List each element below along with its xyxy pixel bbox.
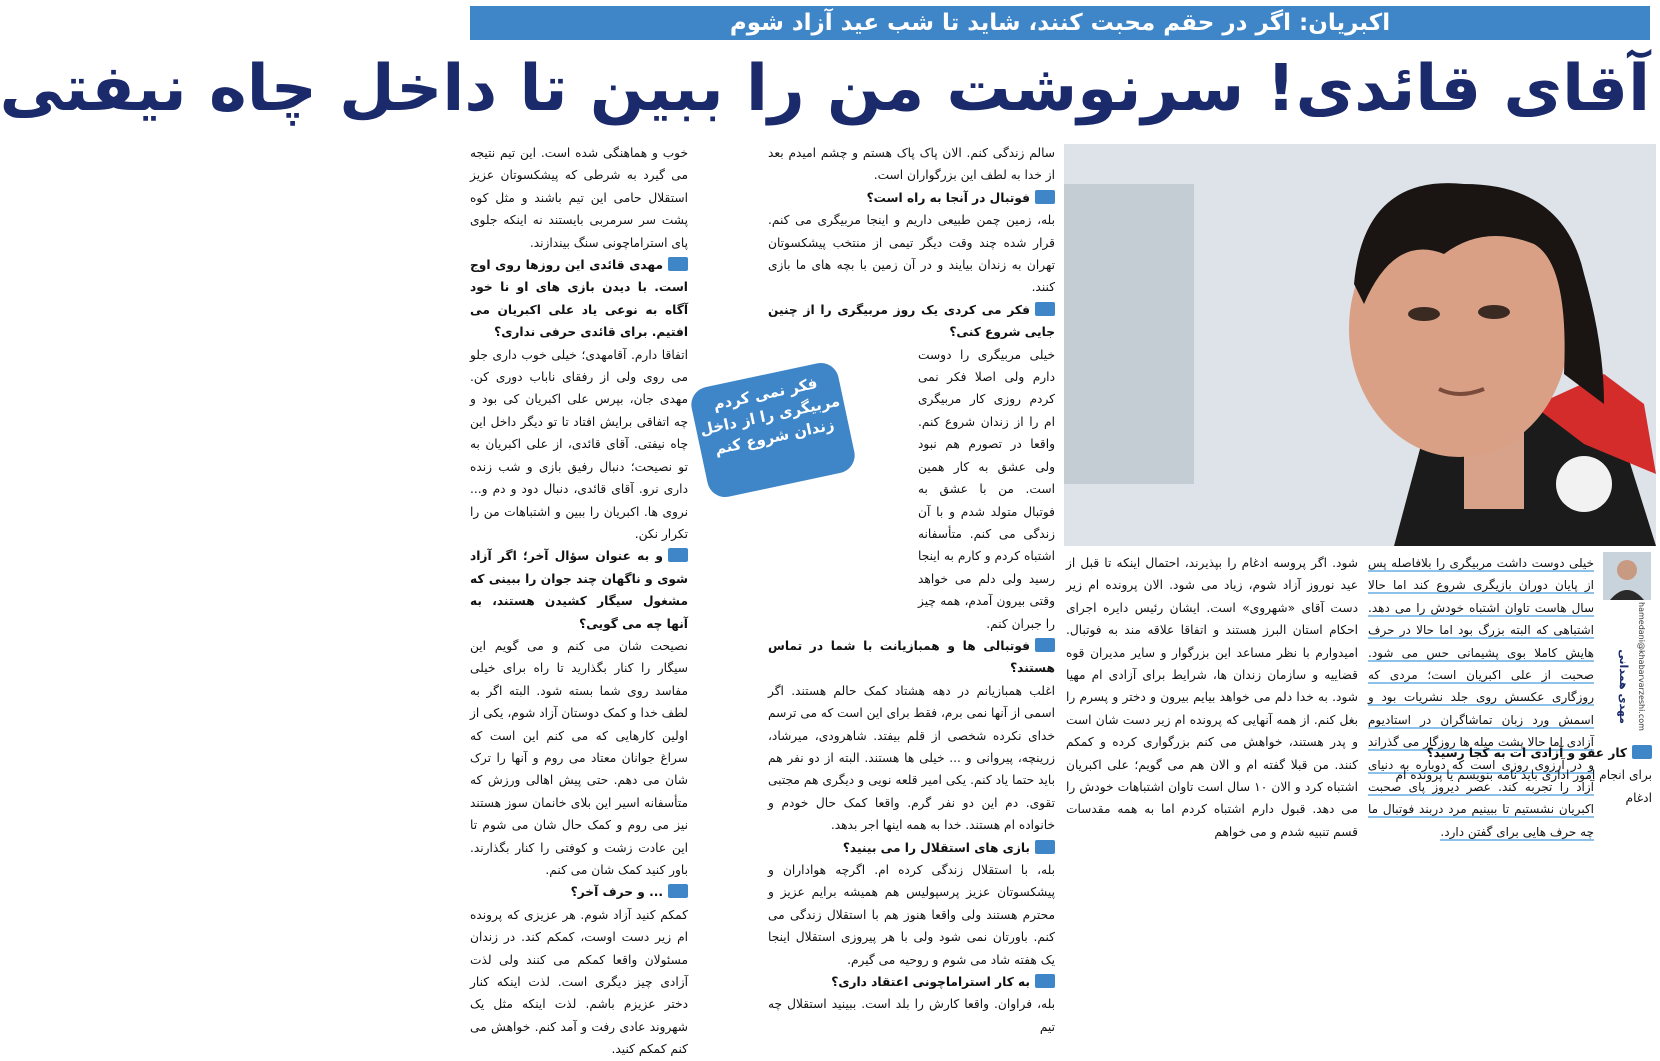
column-4: [470, 142, 688, 1057]
portrait-illustration: [1064, 144, 1656, 546]
question-icon: [1035, 974, 1055, 988]
col4-paragraph: خوب و هماهنگی شده است. این تیم نتیجه می گیرد به شرطی که پیشکسوتان عزیز استقلال حامی این تیم باشند و مثل کوه پشت سر سرمربی بایستند نه اینکه جلوی پای استراماچونی سنگ بیندازند.: [470, 146, 688, 250]
lead-question-block: [1368, 742, 1652, 809]
author-box: [1600, 552, 1655, 731]
question-icon: [668, 884, 688, 898]
question-icon: [668, 257, 688, 271]
kicker-bar: [470, 6, 1650, 40]
kicker-text: اکبریان: اگر در حقم محبت کنند، شاید تا شب عید آزاد شوم: [729, 10, 1391, 36]
question-icon: [1632, 745, 1652, 759]
author-name: مهدی همدانی: [1617, 649, 1630, 724]
author-email: hamedani@khabarvarzeshi.com: [1637, 602, 1646, 731]
question-icon: [1035, 840, 1055, 854]
column-2: [1066, 552, 1358, 839]
answer: برای انجام امور اداری باید نامه بنویسم یا پرونده ام ادغام: [1395, 768, 1652, 805]
question: کار عفو و آزادی ات به کجا رسید؟: [1368, 742, 1652, 764]
question-icon: [1035, 638, 1055, 652]
answer: بله، با استقلال زندگی کرده ام. اگرچه هواداران و پیشکسوتان عزیز پرسپولیس هم همیشه برایم عزیز و محترم هستند ولی واقعا هنوز هم با استقلال زندگی می کنم. باورتان نمی شود ولی با هر پیروزی استقلال اینجا یک هفته شاد می شوم و روحیه می گیرم.: [768, 863, 1055, 967]
pull-quote-text: فکر نمی کردم مربیگری را از داخل زندان شروع کنم: [698, 373, 842, 459]
col3-paragraph: سالم زندگی کنم. الان پاک پاک هستم و چشم امیدم بعد از خدا به لطف این بزرگواران است.: [768, 146, 1055, 183]
question: فوتبال در آنجا به راه است؟: [768, 187, 1055, 209]
question: به کار استراماچونی اعتقاد داری؟: [768, 971, 1055, 993]
answer: نصیحت شان می کنم و می گویم این سیگار را کنار بگذارید تا راه برای خیلی مفاسد روی شما بسته شود. البته اگر به لطف خدا و کمک دوستان آزاد شوم، یکی از اولین کارهایی که می کنم این است که سراغ جوانان معتاد می روم و آنها را ترک شان می دهم. حتی پیش اهالی ورزش که متأسفانه اسیر این بلای خانمان سوز هستند نیز می روم و کمک حال شان می شوم تا این عادت زشت و کوفتی را کنار بگذارند. باور کنید کمک شان می کنم.: [470, 638, 688, 877]
answer: کمکم کنید آزاد شوم. هر عزیزی که پرونده ام زیر دست اوست، کمکم کند. در زندان مسئولان واقعا کمکم می کنند ولی لذت آزادی چیز دیگری است. لذت اینکه کنار دختر عزیزم باشم. لذت اینکه مثل یک شهروند عادی رفت و آمد کنم. خواهش می کنم کمکم کنید.: [470, 907, 688, 1057]
question: فوتبالی ها و همبازیانت با شما در تماس هستند؟: [768, 638, 1055, 676]
question-icon: [668, 548, 688, 562]
question: بازی های استقلال را می بینید؟: [768, 837, 1055, 859]
answer: بله، فراوان. واقعا کارش را بلد است. ببینید استقلال چه تیم: [768, 997, 1055, 1034]
question: مهدی قائدی این روزها روی اوج است. با دیدن بازی های او نا خود آگاه به نوعی یاد علی اکبریان می افتیم. برای قائدی حرفی نداری؟: [470, 258, 688, 340]
portrait-photo: [1064, 144, 1656, 546]
answer: اغلب همبازیانم در دهه هشتاد کمک حالم هستند. اگر اسمی از آنها نمی برم، فقط برای این است که می ترسم خدای نکرده شخصی از قلم بیفتد. شاهرودی، میرشاد، زرینچه، پیروانی و ... خیلی ها هستند. البته از دو نفر هم باید حتما یاد کنم. یکی امیر قلعه نویی و دیگری هم مجتبی تقوی. دم این دو نفر گرم. واقعا کمک حال خودم و خانواده ام هستند. خدا به همه اینها اجر بدهد.: [768, 683, 1055, 833]
question-icon: [1035, 302, 1055, 316]
question: و به عنوان سؤال آخر؛ اگر آزاد شوی و ناگهان چند جوان را ببینی که مشغول سیگار کشیدن هستند، به آنها چه می گویی؟: [470, 549, 688, 631]
answer: خیلی مربیگری را دوست دارم ولی اصلا فکر نمی کردم روزی کار مربیگری ام را از زندان شروع کنم. واقعا در تصورم هم نبود ولی عشق به کار همین است. من با عشق به فوتبال متولد شدم و با آن زندگی می کنم. متأسفانه اشتباه کردم و کارم به اینجا رسید ولی دلم می خواهد وقتی بیرون آمدم، همه چیز را جبران کنم.: [918, 347, 1055, 631]
question: ... و حرف آخر؟: [470, 881, 688, 903]
lead-paragraph: خیلی دوست داشت مربیگری را بلافاصله پس از پایان دوران بازیگری شروع کند اما حالا سال هاست تاوان اشتباه خودش را می دهد. اشتباهی که البته بزرگ بود اما حالا در حرف هایش کاملا بوی پشیمانی حس می شود. صحبت از علی اکبریان است؛ مردی که روزگاری عکسش روی جلد نشریات بود و اسمش ورد زبان تماشاگران در استادیوم آزادی اما حالا پشت میله ها روزگار می گذراند و در آرزوی روزی است که دوباره به دنیای آزاد را تجربه کند. عصر دیروز پای صحبت اکبریان نشستیم تا ببینیم مرد دربند فوتبال ما چه حرف هایی برای گفتن دارد.: [1368, 556, 1594, 839]
column-3: [768, 142, 1055, 1034]
answer: اتفاقا دارم. آقامهدی؛ خیلی خوب داری جلو می روی ولی از رفقای ناباب دوری کن. مهدی جان، بپرس علی اکبریان کی بود و چه اتفاقی برایش افتاد تا تو دیگر داخل این چاه نیفتی. آقای قائدی، از علی اکبریان به تو نصیحت؛ دنبال رفیق بازی و شب زنده داری نرو. آقای قائدی، دنبال دود و دم و... نروی ها. اکبریان را ببین و اشتباهات من را تکرار نکن.: [470, 347, 688, 541]
answer: بله، زمین چمن طبیعی داریم و اینجا مربیگری می کنم. قرار شده چند وقت دیگر تیمی از منتخب پیشکسوتان تهران به زندان بیایند و در آن زمین با بچه های ما بازی کنند.: [768, 213, 1055, 295]
headline: آقای قائدی! سرنوشت من را ببین تا داخل چاه نیفتی: [0, 52, 1650, 126]
question-icon: [1035, 190, 1055, 204]
question: فکر می کردی یک روز مربیگری را از چنین جایی شروع کنی؟: [768, 302, 1055, 340]
col2-paragraph: شود. اگر پروسه ادغام را بپذیرند، احتمال اینکه تا قبل از عید نوروز آزاد شوم، زیاد می شود. الان پرونده ام زیر دست آقای «شهروی» است. ایشان رئیس دایره اجرای احکام استان البرز هستند و اتفاقا علاقه مند به فوتبال. امیدوارم با نظر مساعد این بزرگوار و سایر مدیران قوه قضاییه و سازمان زندان ها، شرایط برای آزادی ام مهیا شود. به خدا دلم می خواهد بیایم بیرون و دختر و پسرم را بغل کنم. از همه آنهایی که پرونده ام زیر دست شان است و پدر هستند، خواهش می کنم بزرگواری کرده و کمکم کنند. من قبلا گفته ام و الان هم می گویم؛ علی اکبریان اشتباه کرد و الان ۱۰ سال است تاوان اشتباهات خودش را می دهد. قبول دارم اشتباه کردم اما به همه مقدسات قسم تنبیه شدم و می خواهم: [1066, 556, 1358, 839]
